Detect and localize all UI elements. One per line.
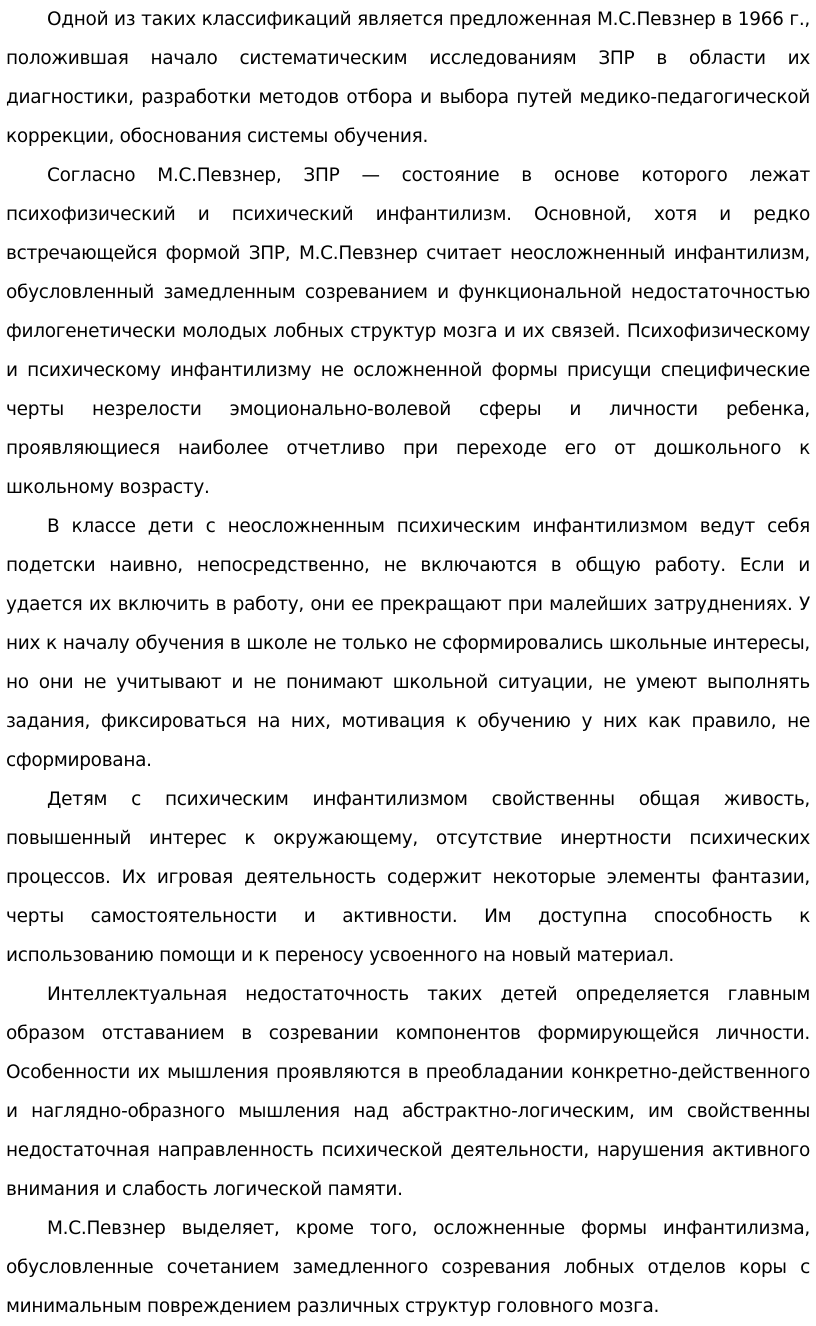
paragraph-3: В классе дети с неосложненным психическим инфантилизмом ведут себя подетски наивно, непосредственно, не включаются в общую работу. Если и удается их включить в работу, они ее прекращают при малейших затруднениях. У них к началу обучения в школе не только не сформировались школьные интересы, но они не учитывают и не понимают школьной ситуации, не умеют выполнять задания, фиксироваться на них, мотивация к обучению у них как правило, не сформирована. (6, 516, 810, 771)
paragraph-6: М.С.Певзнер выделяет, кроме того, осложненные формы инфантилизма, обусловленные сочетанием замедленного созревания лобных отделов коры с минимальным повреждением различных структур головного мозга. (6, 1218, 810, 1317)
document-page (6, 0, 810, 1326)
paragraph-5: Интеллектуальная недостаточность таких детей определяется главным образом отставанием в созревании компонентов формирующейся личности. Особенности их мышления проявляются в преобладании конкретно-действенного и наглядно-образного мышления над абстрактно-логическим, им свойственны недостаточная направленность психической деятельности, нарушения активного внимания и слабость логической памяти. (6, 984, 810, 1200)
paragraph-4: Детям с психическим инфантилизмом свойственны общая живость, повышенный интерес к окружающему, отсутствие инертности психических процессов. Их игровая деятельность содержит некоторые элементы фантазии, черты самостоятельности и активности. Им доступна способность к использованию помощи и к переносу усвоенного на новый материал. (6, 789, 810, 966)
paragraph-2: Согласно М.С.Певзнер, ЗПР — состояние в основе которого лежат психофизический и психический инфантилизм. Основной, хотя и редко встречающейся формой ЗПР, М.С.Певзнер считает неосложненный инфантилизм, обусловленный замедленным созреванием и функциональной недостаточностью филогенетически молодых лобных структур мозга и их связей. Психофизическому и психическому инфантилизму не осложненной формы присущи специфические черты незрелости эмоционально-волевой сферы и личности ребенка, проявляющиеся наиболее отчетливо при переходе его от дошкольного к школьному возрасту. (6, 165, 810, 498)
paragraph-1: Одной из таких классификаций является предложенная М.С.Певзнер в 1966 г., положившая начало систематическим исследованиям ЗПР в области их диагностики, разработки методов отбора и выбора путей медико-педагогической коррекции, обоснования системы обучения. (6, 9, 810, 147)
